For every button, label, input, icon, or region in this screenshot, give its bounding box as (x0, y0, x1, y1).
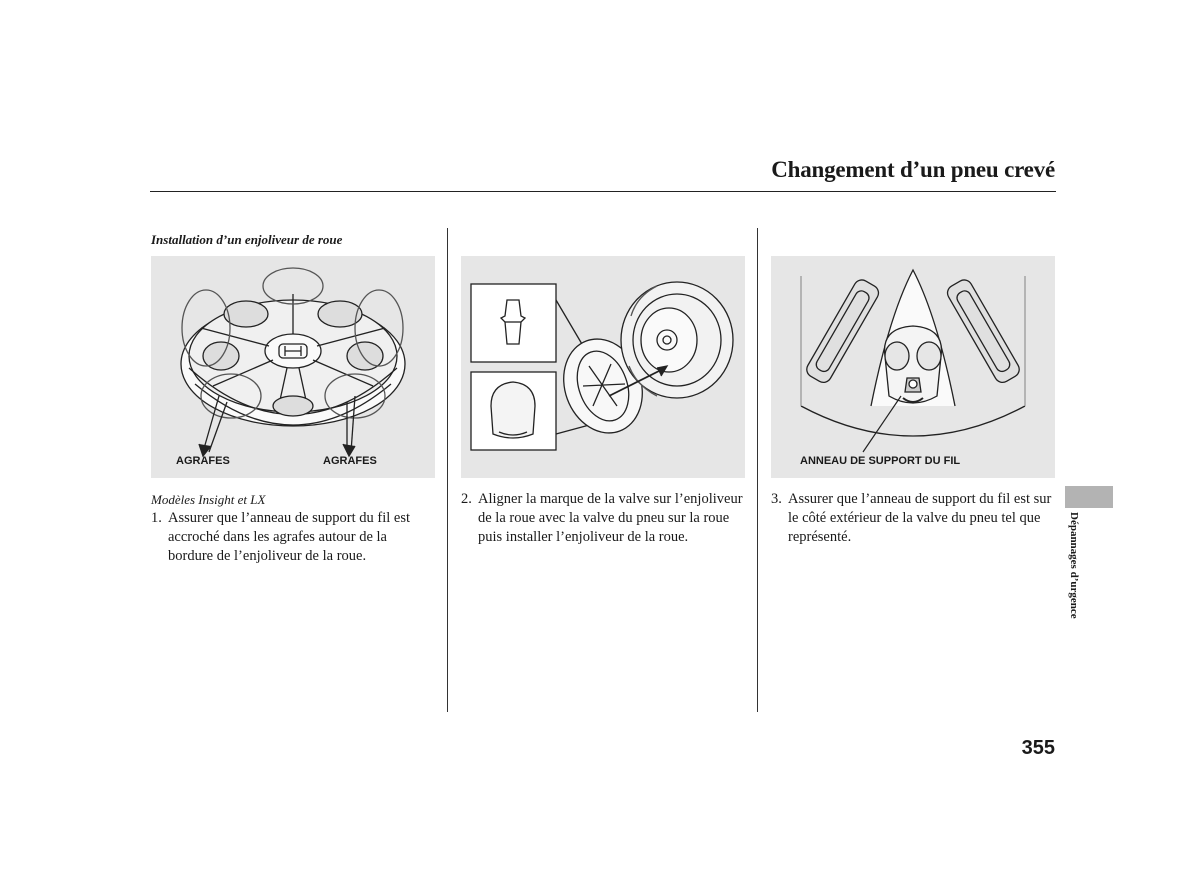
column-divider-1 (447, 228, 448, 712)
step-text: Aligner la marque de la valve sur l’enjoliveur de la roue avec la valve du pneu sur la roue puis installer l’enjoliveur de la roue. (478, 491, 743, 545)
side-tab (1064, 512, 1084, 652)
step-number: 1. (151, 510, 162, 526)
side-tab-text: Dépannages d’urgence (1068, 512, 1080, 619)
wheel-cover-figure (151, 256, 435, 478)
step-3 (771, 490, 1059, 547)
page-number: 355 (1021, 737, 1055, 759)
page-title: Changement d’un pneu crevé (771, 157, 1055, 182)
models-note: Modèles Insight et LX (151, 492, 266, 507)
step-number: 2. (461, 491, 472, 507)
step-1 (151, 509, 435, 566)
step-text: Assurer que l’anneau de support du fil est sur le côté extérieur de la valve du pneu tel que représenté. (788, 491, 1052, 545)
step-2 (461, 490, 751, 547)
valve-alignment-illustration (461, 256, 745, 478)
wire-ring-figure (771, 256, 1055, 478)
valve-alignment-figure (461, 256, 745, 478)
clips-label-right: AGRAFES (323, 455, 377, 467)
wire-ring-illustration (771, 256, 1055, 478)
section-heading: Installation d’un enjoliveur de roue (151, 232, 343, 247)
column-divider-2 (757, 228, 758, 712)
title-rule (150, 191, 1056, 192)
step-number: 3. (771, 491, 782, 507)
wire-ring-label: ANNEAU DE SUPPORT DU FIL (800, 455, 961, 467)
step-text: Assurer que l’anneau de support du fil est accroché dans les agrafes autour de la bordure de l’enjoliveur de la roue. (168, 510, 411, 564)
clips-label-left: AGRAFES (176, 455, 230, 467)
wheel-cover-illustration (151, 256, 435, 478)
section-tab-marker (1065, 486, 1113, 508)
